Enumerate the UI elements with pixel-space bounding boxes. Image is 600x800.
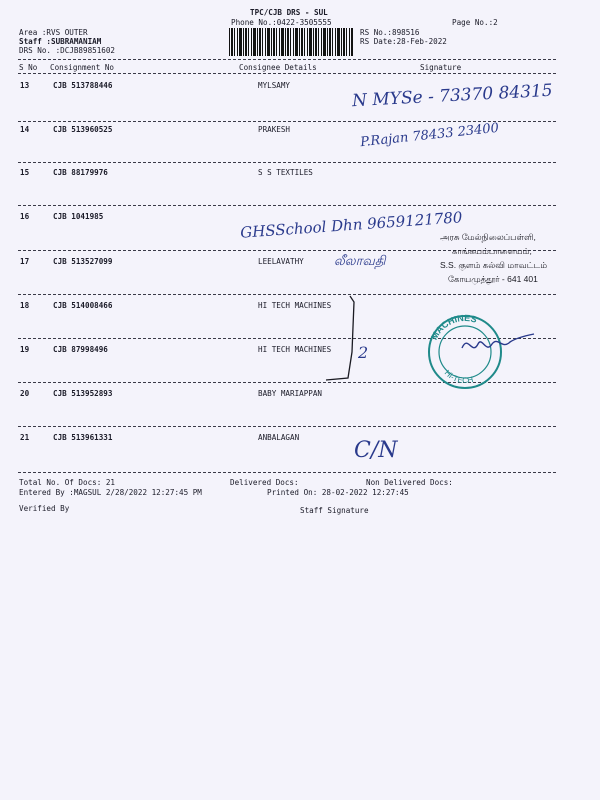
- signature-scribble-icon: [458, 330, 538, 360]
- row-divider: [18, 426, 556, 427]
- page-number: Page No.:2: [452, 18, 498, 27]
- header-divider-top: [18, 59, 556, 60]
- school-stamp-line: காங்கயம்பாளையம்,: [452, 246, 532, 256]
- row-consignee: S S TEXTILES: [258, 168, 313, 177]
- table-row: [0, 125, 600, 135]
- handwritten-signature: லீலாவதி: [334, 254, 386, 269]
- row-sno: 21: [20, 433, 30, 442]
- table-row: [0, 433, 600, 443]
- phone-number: Phone No.:0422-3505555: [231, 18, 332, 27]
- header-divider-bottom: [18, 73, 556, 74]
- total-docs: Total No. Of Docs: 21: [19, 478, 116, 487]
- area-label: Area :RVS OUTER: [19, 28, 88, 37]
- row-consignment: CJB 513527099: [53, 257, 113, 266]
- school-stamp-line: கோயமுத்தூர் - 641 401: [448, 274, 538, 284]
- table-row: [0, 301, 600, 311]
- seal-text-top: MACHINES: [428, 312, 478, 342]
- column-consignee: Consignee Details: [239, 63, 317, 72]
- row-consignee: MYLSAMY: [258, 81, 291, 90]
- row-sno: 20: [20, 389, 30, 398]
- school-stamp-line: S.S. குளம் கல்வி மாவட்டம்: [440, 260, 548, 270]
- row-consignee: BABY MARIAPPAN: [258, 389, 323, 398]
- row-consignment: CJB 513952893: [53, 389, 113, 398]
- verified-by: Verified By: [19, 504, 70, 513]
- row-consignee: HI TECH MACHINES: [258, 345, 332, 354]
- drs-number: DRS No. :DCJB89851602: [19, 46, 116, 55]
- row-sno: 16: [20, 212, 30, 221]
- row-sno: 18: [20, 301, 30, 310]
- row-sno: 13: [20, 81, 30, 90]
- row-consignment: CJB 87998496: [53, 345, 108, 354]
- row-consignment: CJB 1041985: [53, 212, 104, 221]
- row-sno: 17: [20, 257, 30, 266]
- row-consignment: CJB 513788446: [53, 81, 113, 90]
- row-divider: [18, 162, 556, 163]
- row-consignment: CJB 88179976: [53, 168, 108, 177]
- column-sno: S No: [19, 63, 38, 72]
- table-row: [0, 389, 600, 399]
- row-divider: [18, 121, 556, 122]
- handwritten-signature: C/N: [354, 438, 398, 463]
- row-consignee: PRAKESH: [258, 125, 291, 134]
- row-consignment: CJB 513960525: [53, 125, 113, 134]
- row-consignee: HI TECH MACHINES: [258, 301, 332, 310]
- rs-date: RS Date:28-Feb-2022: [360, 37, 447, 46]
- column-consignment: Consignment No: [50, 63, 115, 72]
- row-sno: 15: [20, 168, 30, 177]
- seal-text-bottom: HI-TECH: [442, 368, 475, 386]
- delivered-docs: Delivered Docs:: [230, 478, 299, 487]
- handwritten-signature: GHSSchool Dhn 9659121780: [239, 208, 463, 242]
- school-stamp-line: அரசு மேல்நிலைப்பள்ளி,: [440, 232, 536, 242]
- column-signature: Signature: [420, 63, 462, 72]
- handwritten-mark: 2: [358, 343, 369, 362]
- handwritten-signature: N MYSe - 73370 84315: [351, 80, 554, 112]
- printed-on: Printed On: 28-02-2022 12:27:45: [267, 488, 409, 497]
- row-consignment: CJB 514008466: [53, 301, 113, 310]
- row-consignee: ANBALAGAN: [258, 433, 300, 442]
- row-sno: 19: [20, 345, 30, 354]
- row-divider: [18, 205, 556, 206]
- row-sno: 14: [20, 125, 30, 134]
- row-consignee: LEELAVATHY: [258, 257, 304, 266]
- non-delivered-docs: Non Delivered Docs:: [366, 478, 453, 487]
- staff-label: Staff :SUBRAMANIAM: [19, 37, 102, 46]
- rs-number: RS No.:898516: [360, 28, 420, 37]
- row-divider: [18, 294, 556, 295]
- barcode: [229, 28, 353, 56]
- document-title: TPC/CJB DRS - SUL: [250, 8, 328, 17]
- row-divider: [18, 472, 556, 473]
- staff-signature: Staff Signature: [300, 506, 369, 515]
- table-row: [0, 168, 600, 178]
- handwritten-signature: P.Rajan 78433 23400: [359, 120, 500, 151]
- row-consignment: CJB 513961331: [53, 433, 113, 442]
- entered-by: Entered By :MAGSUL 2/28/2022 12:27:45 PM: [19, 488, 202, 497]
- bracket-mark-icon: [318, 292, 358, 390]
